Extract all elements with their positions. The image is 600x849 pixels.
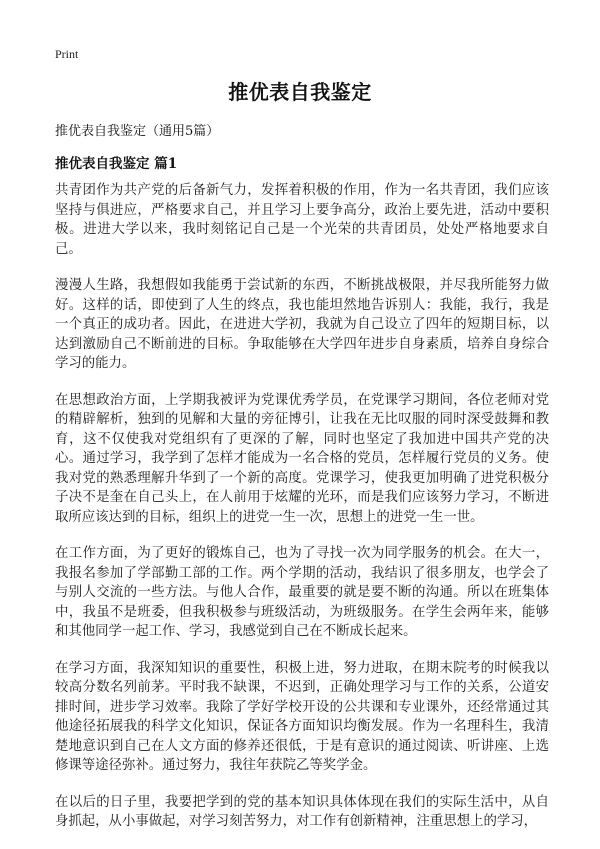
- print-link[interactable]: Print: [55, 47, 79, 61]
- document-title: 推优表自我鉴定: [228, 80, 372, 104]
- document-body: [55, 181, 549, 849]
- paragraph-5: 在学习方面，我深知知识的重要性，积极上进，努力进取，在期末院考的时候我以较高分数名列前茅。平时我不缺课，不迟到，正确处理学习与工作的关系，公道安排时间，进步学习效率。我除了学好学校开设的公共课和专业课外，还经常通过其他途径拓展我的科学文化知识，保证各方面知识均衡发展。作为一名理科生，我清楚地意识到自己在人文方面的修养还很低，于是有意识的通过阅读、听讲座、上选修课等途径弥补。通过努力，我往年获院乙等奖学金。: [55, 660, 549, 773]
- paragraph-4: 在工作方面，为了更好的锻炼自己，也为了寻找一次为同学服务的机会。在大一，我报名参加了学部勤工部的工作。两个学期的活动，我结识了很多朋友，也学会了与别人交流的一些方法。与他人合作，最重要的就是要不断的沟通。所以在班集体中，我虽不是班委，但我积极参与班级活动，为班级服务。在学生会两年来，能够和其他同学一起工作、学习，我感觉到自己在不断成长起来。: [55, 546, 549, 639]
- document-subtitle: 推优表自我鉴定（通用5篇）: [55, 124, 220, 139]
- section-heading: 推优表自我鉴定 篇1: [55, 156, 178, 172]
- paragraph-6: 在以后的日子里，我要把学到的党的基本知识具体体现在我们的实际生活中，从自身抓起，从小事做起，对学习刻苦努力，对工作有创新精神，注重思想上的学习，: [55, 794, 549, 829]
- paragraph-3: 在思想政治方面，上学期我被评为党课优秀学员，在党课学习期间，各位老师对党的精辟解析，独到的见解和大量的旁征博引，让我在无比叹服的同时深受鼓舞和教育，这不仅使我对党组织有了更深的了解，同时也坚定了我加进中国共产党的决心。通过学习，我学到了怎样才能成为一名合格的党员，怎样履行党员的义务。使我对党的熟悉理解升华到了一个新的高度。党课学习，使我更加明确了进党积极分子决不是奎在自己头上，在人前用于炫耀的光环，而是我们应该努力学习，不断进取所应该达到的目标，组织上的进党一生一次，思想上的进党一生一世。: [55, 392, 549, 525]
- paragraph-2: 漫漫人生路，我想假如我能勇于尝试新的东西，不断挑战极限，并尽我所能努力做好。这样的话，即使到了人生的终点，我也能坦然地告诉别人：我能，我行，我是一个真正的成功者。因此，在进进大学初，我就为自己设立了四年的短期目标，以达到激励自己不断前进的目标。争取能够在大学四年进步自身素质，培养自身综合学习的能力。: [55, 278, 549, 371]
- paragraph-1: 共青团作为共产党的后备新气力，发挥着积极的作用，作为一名共青团，我们应该坚持与俱进应，严格要求自己，并且学习上要争高分，政治上要先进，活动中要积极。进进大学以来，我时刻铭记自己是一个光荣的共青团员，处处严格地要求自己。: [55, 183, 549, 257]
